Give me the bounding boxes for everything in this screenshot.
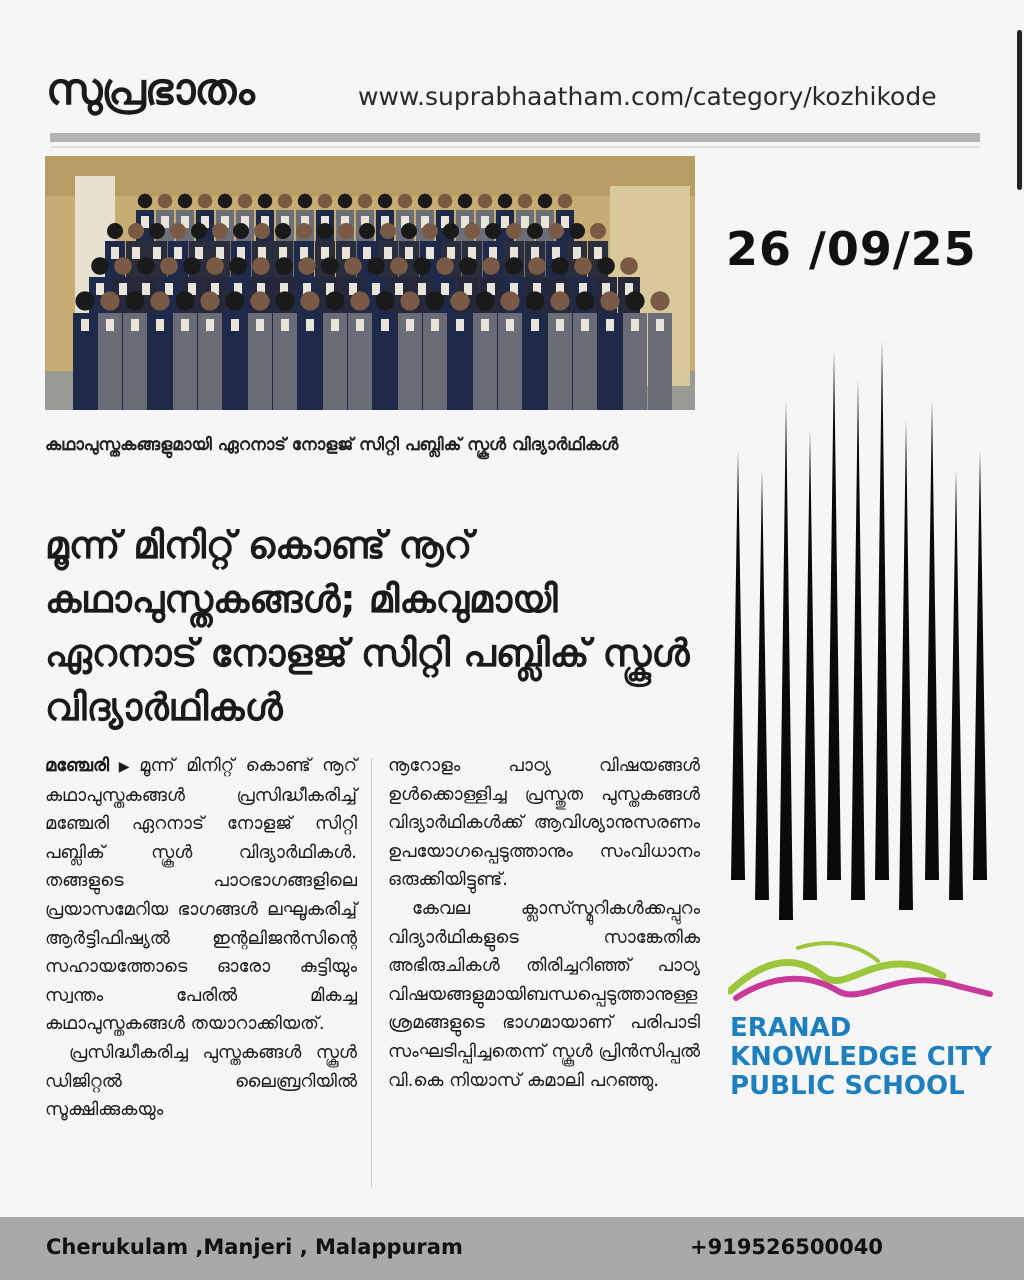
article-column-2 [388, 752, 700, 1095]
masthead-rule-thin [50, 146, 980, 148]
decorative-line [949, 470, 963, 900]
masthead-rule [50, 133, 980, 142]
publication-date: 26 /09/25 [726, 222, 977, 276]
newspaper-masthead [46, 62, 976, 134]
paragraph-text: കേവല ക്ലാസ്സ്മുറികൾക്കപ്പുറം വിദ്യാർഥികളുടെ സാങ്കേതിക അഭിരുചികൾ തിരിച്ചറിഞ്ഞ് പാഠ്യ വിഷയങ്ങളുമായിബന്ധപ്പെടുത്താനുള്ള ശ്രമങ്ങളുടെ ഭാഗമായാണ് പരിപാടി സംഘടിപ്പിച്ചതെന്ന് സ്കൂൾ പ്രിൻസിപ്പൽ വി.കെ നിയാസ് കമാലി പറഞ്ഞു. [388, 897, 700, 1091]
scrollbar[interactable] [1017, 30, 1022, 190]
footer-phone[interactable]: +919526500040 [690, 1235, 883, 1259]
school-name-line: KNOWLEDGE CITY [730, 1042, 993, 1072]
paragraph-text: മൂന്ന് മിനിറ്റ് കൊണ്ട് നൂറ് കഥാപുസ്തകങ്ങൾ പ്രസിദ്ധീകരിച്ച് മഞ്ചേരി ഏറനാട് നോളജ് സിറ്റി പബ്ലിക് സ്കൂൾ വിദ്യാർഥികൾ. തങ്ങളുടെ പാഠഭാഗങ്ങളിലെ പ്രയാസമേറിയ ഭാഗങ്ങൾ ലഘൂകരിച്ച് ആർട്ടിഫിഷ്യൽ ഇന്റലിജൻസിന്റെ സഹായത്തോടെ ഓരോ കുട്ടിയും സ്വന്തം പേരിൽ മികച്ച കഥാപുസ്തകങ്ങൾ തയാറാക്കിയത്. [45, 755, 357, 1035]
article-column-1 [45, 752, 357, 1125]
group-photo [45, 156, 695, 410]
decorative-line [803, 430, 817, 900]
decorative-line [731, 450, 745, 880]
dateline-arrow-icon: ▶ [113, 759, 136, 775]
decorative-line [925, 400, 939, 880]
decorative-line [875, 340, 889, 880]
school-name-line: ERANAD [730, 1013, 852, 1043]
newspaper-logo: സുപ്രഭാതം [46, 64, 254, 115]
article-paragraph [45, 752, 357, 1039]
school-name [730, 1014, 992, 1101]
footer-address: Cherukulam ,Manjeri , Malappuram [46, 1235, 463, 1259]
decorative-line [899, 420, 913, 910]
photo-caption: കഥാപുസ്തകങ്ങളുമായി ഏറനാട് നോളജ് സിറ്റി പബ്ലിക് സ്കൂൾ വിദ്യാർഥികൾ [45, 435, 619, 455]
article-paragraph [388, 895, 700, 1095]
decorative-line [851, 380, 865, 900]
article-paragraph [45, 1039, 357, 1125]
article-headline: മൂന്ന് മിനിറ്റ് കൊണ്ട് നൂറ് കഥാപുസ്തകങ്ങൾ; മികവുമായി ഏറനാട് നോളജ് സിറ്റി പബ്ലിക് സ്കൂൾ വിദ്യാർഥികൾ [45, 523, 690, 729]
decorative-line [973, 450, 987, 880]
decorative-tapered-lines [720, 340, 1000, 920]
decorative-line [827, 350, 841, 880]
dateline: മഞ്ചേരി [45, 755, 110, 776]
article-paragraph [388, 752, 700, 895]
paragraph-text: പ്രസിദ്ധീകരിച്ച പുസ്തകങ്ങൾ സ്കൂൾ ഡിജിറ്റൽ ലൈബ്രറിയിൽ സൂക്ഷിക്കുകയും [45, 1041, 357, 1121]
newspaper-url: www.suprabhaatham.com/category/kozhikode [358, 82, 937, 111]
school-logo [728, 936, 1008, 1116]
footer-bar [0, 1217, 1024, 1280]
decorative-line [779, 400, 793, 920]
school-name-line: PUBLIC SCHOOL [730, 1071, 965, 1101]
column-divider [371, 758, 372, 1188]
paragraph-text: നൂറോളം പാഠ്യ വിഷയങ്ങൾ ഉൾക്കൊള്ളിച്ച പ്രസ്തുത പുസ്തകങ്ങൾ വിദ്യാർഥികൾക്ക് ആവിശ്യാനുസരണം ഉപയോഗപ്പെടുത്താനും സംവിധാനം ഒരുക്കിയിട്ടുണ്ട്. [388, 755, 700, 891]
decorative-line [755, 470, 769, 900]
